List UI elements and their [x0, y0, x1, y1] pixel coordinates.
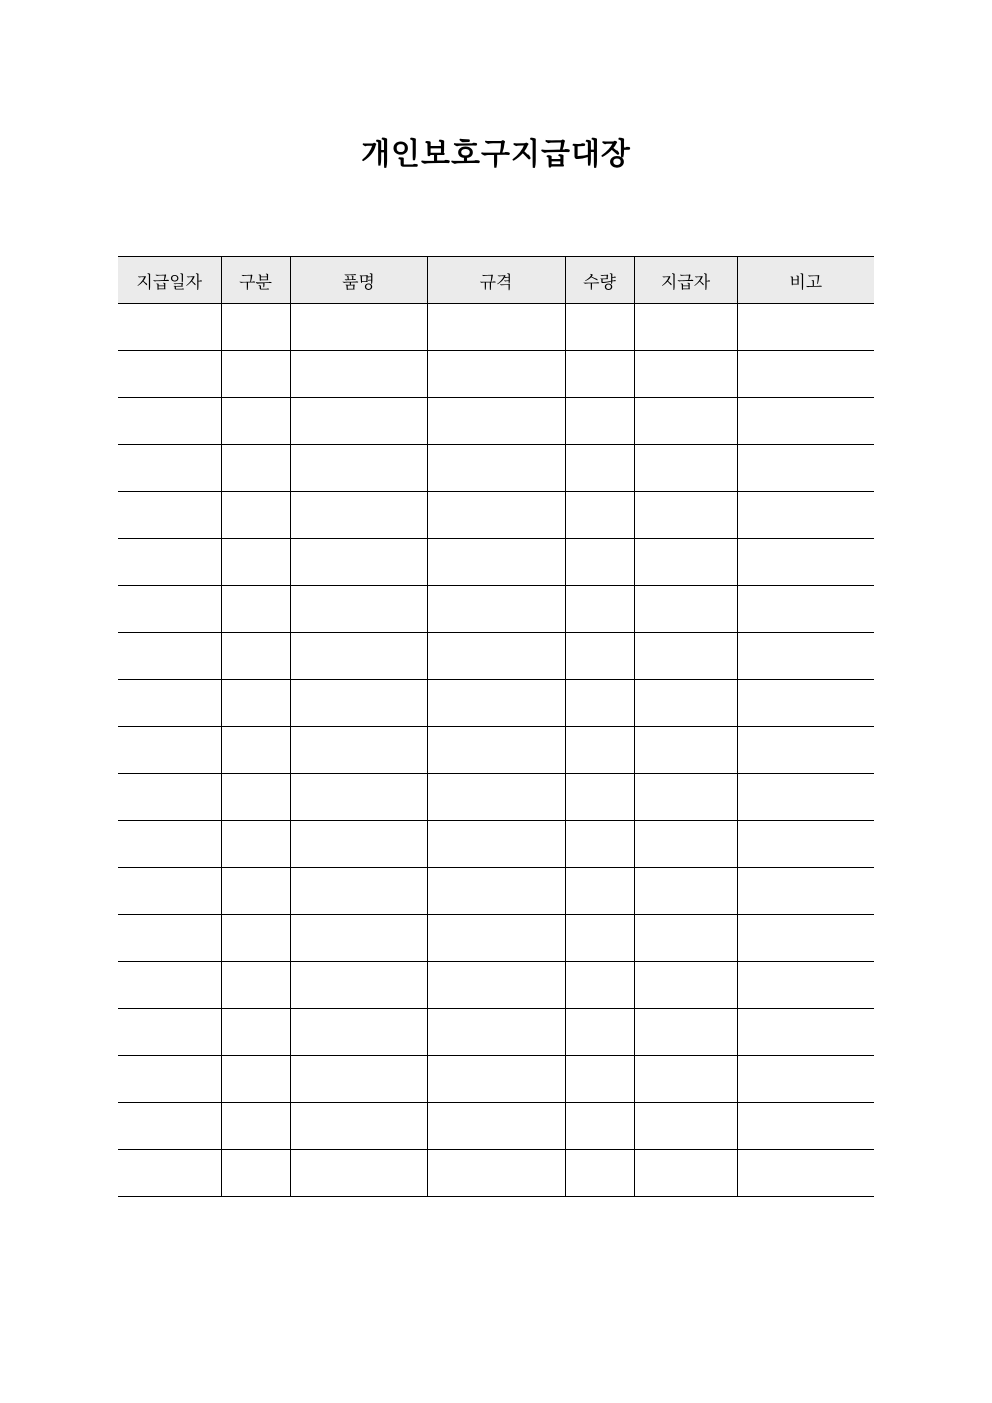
cell-specification[interactable]: [427, 586, 565, 633]
cell-remarks[interactable]: [737, 868, 874, 915]
cell-remarks[interactable]: [737, 821, 874, 868]
cell-quantity[interactable]: [565, 727, 634, 774]
cell-specification[interactable]: [427, 492, 565, 539]
cell-issue-date[interactable]: [118, 680, 221, 727]
cell-issue-date[interactable]: [118, 351, 221, 398]
cell-issue-date[interactable]: [118, 915, 221, 962]
cell-quantity[interactable]: [565, 445, 634, 492]
cell-issuer[interactable]: [634, 1103, 737, 1150]
cell-issuer[interactable]: [634, 915, 737, 962]
cell-specification[interactable]: [427, 962, 565, 1009]
cell-item-name[interactable]: [290, 727, 427, 774]
cell-issue-date[interactable]: [118, 727, 221, 774]
cell-specification[interactable]: [427, 304, 565, 351]
table-row: [118, 680, 874, 727]
ppe-issue-ledger-table: [118, 256, 874, 1197]
cell-quantity[interactable]: [565, 1150, 634, 1197]
cell-category[interactable]: [221, 398, 290, 445]
table-row: [118, 962, 874, 1009]
cell-quantity[interactable]: [565, 1103, 634, 1150]
cell-issuer[interactable]: [634, 492, 737, 539]
cell-issue-date[interactable]: [118, 539, 221, 586]
table-row: [118, 1150, 874, 1197]
cell-issue-date[interactable]: [118, 1150, 221, 1197]
cell-quantity[interactable]: [565, 774, 634, 821]
cell-specification[interactable]: [427, 680, 565, 727]
cell-quantity[interactable]: [565, 1056, 634, 1103]
cell-issue-date[interactable]: [118, 1056, 221, 1103]
cell-item-name[interactable]: [290, 445, 427, 492]
cell-category[interactable]: [221, 821, 290, 868]
cell-specification[interactable]: [427, 868, 565, 915]
cell-issuer[interactable]: [634, 445, 737, 492]
cell-issuer[interactable]: [634, 304, 737, 351]
cell-quantity[interactable]: [565, 915, 634, 962]
table-row: [118, 1009, 874, 1056]
table-row: [118, 445, 874, 492]
cell-issue-date[interactable]: [118, 586, 221, 633]
cell-category[interactable]: [221, 868, 290, 915]
cell-category[interactable]: [221, 680, 290, 727]
cell-issuer[interactable]: [634, 774, 737, 821]
cell-remarks[interactable]: [737, 1009, 874, 1056]
cell-quantity[interactable]: [565, 586, 634, 633]
cell-remarks[interactable]: [737, 492, 874, 539]
cell-category[interactable]: [221, 1103, 290, 1150]
cell-category[interactable]: [221, 962, 290, 1009]
cell-item-name[interactable]: [290, 586, 427, 633]
cell-issuer[interactable]: [634, 868, 737, 915]
cell-issue-date[interactable]: [118, 821, 221, 868]
cell-item-name[interactable]: [290, 1009, 427, 1056]
cell-remarks[interactable]: [737, 586, 874, 633]
cell-issuer[interactable]: [634, 1009, 737, 1056]
cell-category[interactable]: [221, 586, 290, 633]
cell-quantity[interactable]: [565, 304, 634, 351]
cell-quantity[interactable]: [565, 962, 634, 1009]
cell-issuer[interactable]: [634, 351, 737, 398]
header-specification: 규격: [427, 257, 565, 304]
cell-item-name[interactable]: [290, 351, 427, 398]
cell-issuer[interactable]: [634, 821, 737, 868]
cell-remarks[interactable]: [737, 633, 874, 680]
cell-issue-date[interactable]: [118, 445, 221, 492]
cell-remarks[interactable]: [737, 962, 874, 1009]
cell-category[interactable]: [221, 304, 290, 351]
cell-item-name[interactable]: [290, 492, 427, 539]
table-row: [118, 351, 874, 398]
cell-remarks[interactable]: [737, 1056, 874, 1103]
cell-specification[interactable]: [427, 633, 565, 680]
cell-category[interactable]: [221, 774, 290, 821]
table-header-row: [118, 257, 874, 304]
cell-category[interactable]: [221, 633, 290, 680]
cell-category[interactable]: [221, 727, 290, 774]
cell-item-name[interactable]: [290, 915, 427, 962]
cell-issuer[interactable]: [634, 727, 737, 774]
cell-item-name[interactable]: [290, 398, 427, 445]
cell-remarks[interactable]: [737, 727, 874, 774]
cell-specification[interactable]: [427, 445, 565, 492]
table-row: [118, 398, 874, 445]
cell-remarks[interactable]: [737, 304, 874, 351]
cell-item-name[interactable]: [290, 868, 427, 915]
cell-issue-date[interactable]: [118, 304, 221, 351]
cell-quantity[interactable]: [565, 351, 634, 398]
cell-specification[interactable]: [427, 1150, 565, 1197]
cell-category[interactable]: [221, 492, 290, 539]
cell-category[interactable]: [221, 1056, 290, 1103]
table-row: [118, 1056, 874, 1103]
cell-issuer[interactable]: [634, 398, 737, 445]
cell-category[interactable]: [221, 1150, 290, 1197]
cell-issuer[interactable]: [634, 962, 737, 1009]
header-category: 구분: [221, 257, 290, 304]
cell-remarks[interactable]: [737, 398, 874, 445]
cell-specification[interactable]: [427, 398, 565, 445]
cell-specification[interactable]: [427, 821, 565, 868]
cell-issuer[interactable]: [634, 633, 737, 680]
cell-issuer[interactable]: [634, 1150, 737, 1197]
header-remarks: 비고: [737, 257, 874, 304]
cell-category[interactable]: [221, 445, 290, 492]
cell-issuer[interactable]: [634, 586, 737, 633]
cell-item-name[interactable]: [290, 539, 427, 586]
cell-quantity[interactable]: [565, 1009, 634, 1056]
cell-specification[interactable]: [427, 915, 565, 962]
cell-item-name[interactable]: [290, 633, 427, 680]
cell-remarks[interactable]: [737, 915, 874, 962]
table-row: [118, 727, 874, 774]
cell-issue-date[interactable]: [118, 1103, 221, 1150]
cell-item-name[interactable]: [290, 962, 427, 1009]
cell-quantity[interactable]: [565, 680, 634, 727]
header-item-name: 품명: [290, 257, 427, 304]
cell-specification[interactable]: [427, 727, 565, 774]
cell-issuer[interactable]: [634, 1056, 737, 1103]
cell-quantity[interactable]: [565, 868, 634, 915]
header-issuer: 지급자: [634, 257, 737, 304]
cell-issue-date[interactable]: [118, 398, 221, 445]
table-body: [118, 304, 874, 1197]
cell-item-name[interactable]: [290, 774, 427, 821]
cell-specification[interactable]: [427, 351, 565, 398]
cell-quantity[interactable]: [565, 821, 634, 868]
table-row: [118, 1103, 874, 1150]
cell-issue-date[interactable]: [118, 962, 221, 1009]
cell-remarks[interactable]: [737, 351, 874, 398]
cell-issue-date[interactable]: [118, 1009, 221, 1056]
cell-issue-date[interactable]: [118, 492, 221, 539]
cell-item-name[interactable]: [290, 1103, 427, 1150]
table-row: [118, 539, 874, 586]
table-row: [118, 868, 874, 915]
cell-issuer[interactable]: [634, 680, 737, 727]
cell-remarks[interactable]: [737, 680, 874, 727]
header-quantity: 수량: [565, 257, 634, 304]
cell-category[interactable]: [221, 915, 290, 962]
cell-specification[interactable]: [427, 1103, 565, 1150]
cell-specification[interactable]: [427, 1009, 565, 1056]
table-row: [118, 492, 874, 539]
cell-issue-date[interactable]: [118, 774, 221, 821]
table-row: [118, 586, 874, 633]
cell-issue-date[interactable]: [118, 633, 221, 680]
cell-specification[interactable]: [427, 1056, 565, 1103]
cell-remarks[interactable]: [737, 1103, 874, 1150]
cell-item-name[interactable]: [290, 680, 427, 727]
cell-remarks[interactable]: [737, 539, 874, 586]
cell-quantity[interactable]: [565, 633, 634, 680]
cell-specification[interactable]: [427, 774, 565, 821]
cell-remarks[interactable]: [737, 445, 874, 492]
cell-category[interactable]: [221, 1009, 290, 1056]
cell-item-name[interactable]: [290, 1056, 427, 1103]
page-title: 개인보호구지급대장: [361, 137, 631, 172]
cell-remarks[interactable]: [737, 1150, 874, 1197]
cell-category[interactable]: [221, 351, 290, 398]
table-row: [118, 633, 874, 680]
table-row: [118, 821, 874, 868]
cell-quantity[interactable]: [565, 398, 634, 445]
table-row: [118, 304, 874, 351]
cell-category[interactable]: [221, 539, 290, 586]
table-row: [118, 774, 874, 821]
cell-quantity[interactable]: [565, 539, 634, 586]
cell-item-name[interactable]: [290, 821, 427, 868]
table-row: [118, 915, 874, 962]
cell-issue-date[interactable]: [118, 868, 221, 915]
cell-remarks[interactable]: [737, 774, 874, 821]
header-issue-date: 지급일자: [118, 257, 221, 304]
cell-item-name[interactable]: [290, 304, 427, 351]
cell-issuer[interactable]: [634, 539, 737, 586]
cell-item-name[interactable]: [290, 1150, 427, 1197]
cell-quantity[interactable]: [565, 492, 634, 539]
cell-specification[interactable]: [427, 539, 565, 586]
